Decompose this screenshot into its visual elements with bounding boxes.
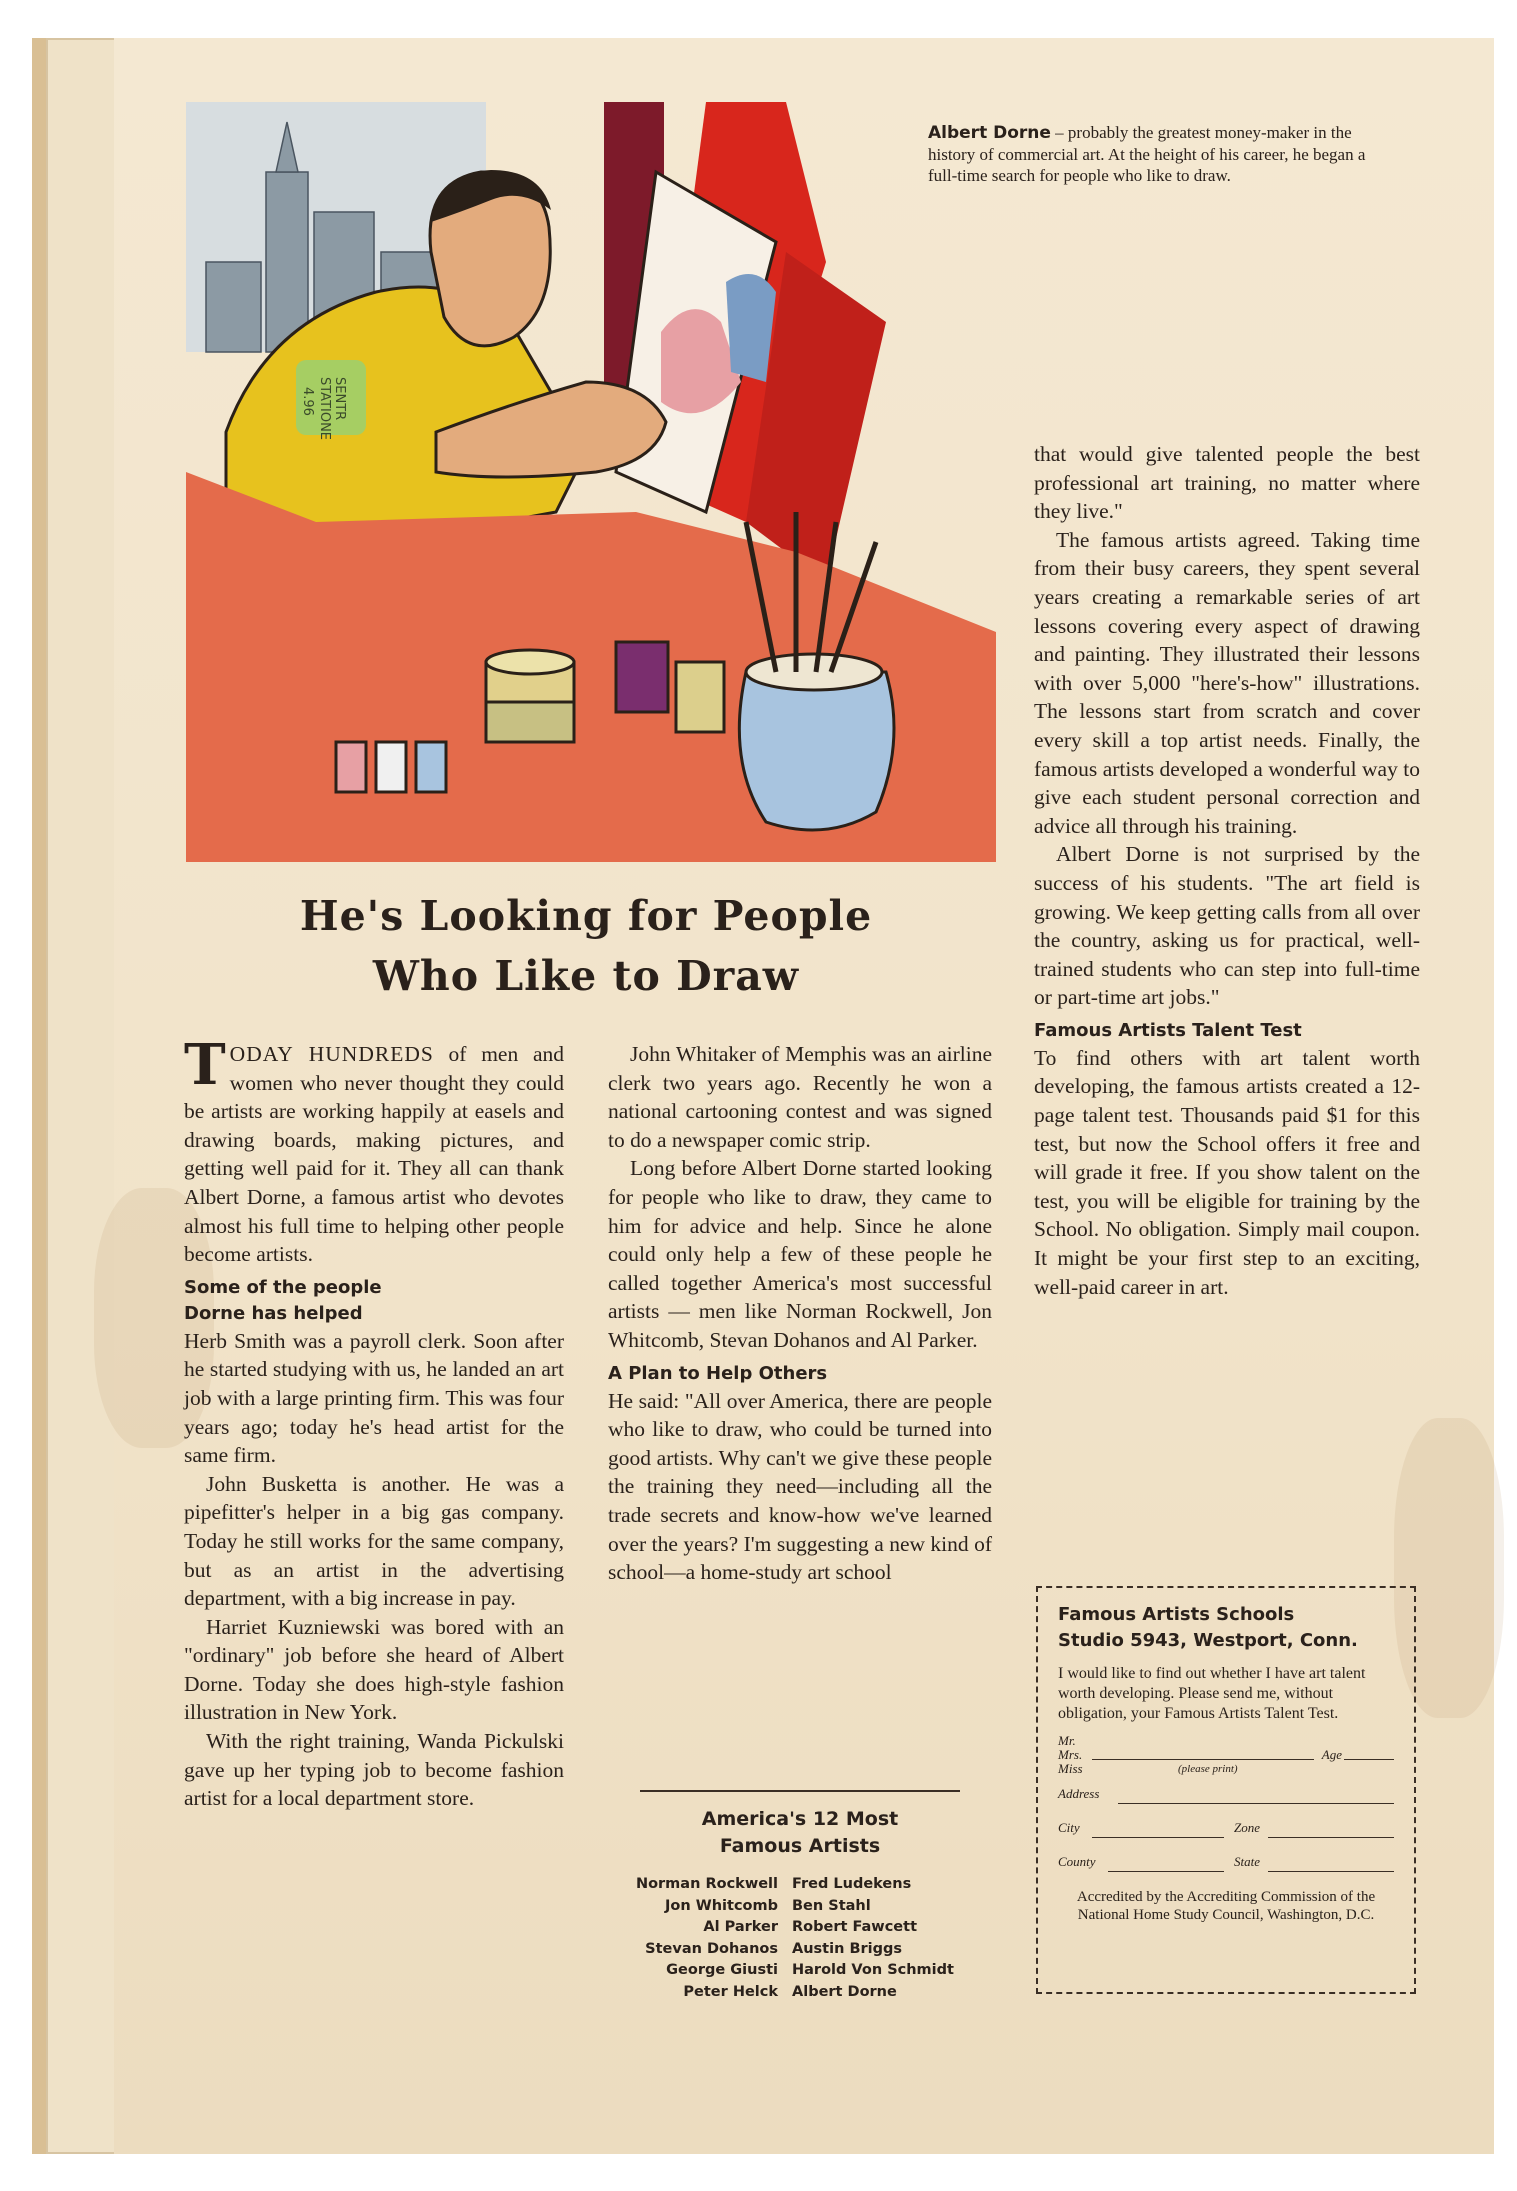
artists-list (600, 1874, 1000, 2003)
divider-rule (640, 1790, 960, 1792)
artist-name: Jon Whitcomb (665, 1897, 778, 1914)
artist-name: Albert Dorne (792, 1983, 897, 2000)
artist-name: Ben Stahl (792, 1897, 871, 1914)
county-field[interactable] (1058, 1844, 1394, 1878)
miss-line (1058, 1762, 1394, 1776)
article-column-3 (1034, 440, 1420, 1301)
artist-name: Peter Helck (683, 1983, 778, 2000)
sticker-text: 4.96 (300, 387, 315, 416)
caption-text: – probably the greatest money-maker in the history of commercial art. At the height of his career, he began a full-time search for people who like to draw. (928, 123, 1366, 185)
subheading: A Plan to Help Others (608, 1362, 828, 1384)
paragraph: that would give talented people the best professional art training, no matter where they live." (1034, 442, 1420, 524)
field-label: City (1058, 1820, 1080, 1835)
coupon-studio-address: Studio 5943, Westport, Conn. (1058, 1630, 1358, 1651)
paragraph: Long before Albert Dorne started looking for people who like to draw, they came to him for advice and help. Since he alone could only help a few of these people he called together America's most successful artists — men like Norman Rockwell, Jon Whitcomb, Stevan Dohanos and Al Parker. (608, 1156, 992, 1352)
subheading-line: Dorne has helped (184, 1302, 363, 1324)
paragraph: With the right training, Wanda Pickulski gave up her typing job to become fashion artist for a local department store. (184, 1729, 564, 1811)
subheading-line: Some of the people (184, 1276, 382, 1298)
paragraph: The famous artists agreed. Taking time from their busy careers, they spent several years creating a remarkable series of art lessons covering every aspect of drawing and painting. They illustrated their lessons with over 5,000 "here's-how" illustrations. The lessons start from scratch and cover every skill a top artist needs. Finally, the famous artists developed a wonderful way to give each student personal correction and advice all through his training. (1034, 527, 1420, 838)
artist-name: Al Parker (703, 1919, 778, 1935)
paragraph: John Busketta is another. He was a pipefitter's helper in a big gas company. Today he still works for the same company, but as an artist in the advertising department, with a big increase in pay. (184, 1471, 564, 1611)
name-underline (1092, 1759, 1314, 1760)
name-line (1058, 1748, 1394, 1762)
accreditation-note: Accredited by the Accrediting Commission of the National Home Study Council, Washington, D.C. (1076, 1889, 1376, 1923)
city-field[interactable] (1058, 1810, 1394, 1844)
list-item (600, 1896, 1000, 1918)
list-item (600, 1960, 1000, 1982)
list-item (600, 1982, 1000, 2004)
field-underline (1268, 1837, 1394, 1838)
lead-in: ODAY HUNDREDS (229, 1042, 434, 1066)
title-option: Mr. (1058, 1733, 1076, 1748)
subheading (184, 1275, 564, 1327)
field-label: County (1058, 1854, 1096, 1869)
drop-cap: T (184, 1032, 226, 1098)
caption-name: Albert Dorne (928, 123, 1051, 143)
subheading: Famous Artists Talent Test (1034, 1019, 1302, 1041)
artists-title-line: Famous Artists (719, 1835, 881, 1857)
artist-name: Fred Ludekens (792, 1876, 912, 1892)
article-column-2 (608, 1040, 992, 1587)
paragraph (184, 1032, 564, 1269)
list-item (600, 1874, 1000, 1896)
field-underline (1118, 1803, 1394, 1804)
paragraph-text: of men and women who never thought they could be artists are working happily at easels and drawing boards, making pictures, and getting well paid for it. They all can thank Albert Dorne, a famous artist who devotes almost his full time to helping other people become artists. (184, 1042, 564, 1267)
headline (186, 886, 986, 1006)
artists-list-title (608, 1806, 992, 1860)
illustration-caption (928, 122, 1388, 186)
field-underline (1268, 1871, 1394, 1872)
field-underline (1092, 1837, 1224, 1838)
field-label: State (1234, 1854, 1260, 1869)
name-field[interactable] (1058, 1734, 1394, 1776)
age-underline (1344, 1759, 1394, 1760)
list-item (600, 1917, 1000, 1939)
field-label: Zone (1234, 1820, 1260, 1835)
article-column-1 (184, 1032, 564, 1813)
title-option: Miss (1058, 1761, 1083, 1776)
field-label: Address (1058, 1786, 1100, 1801)
paragraph: Albert Dorne is not surprised by the success of his students. "The art field is growing. We keep getting calls from all over the country, asking us for practical, well-trained students who can step into full-time or part-time art jobs." (1034, 842, 1420, 1010)
print-hint: (please print) (1178, 1763, 1238, 1775)
mail-coupon[interactable] (1036, 1586, 1416, 1994)
title-option: Mrs. (1058, 1747, 1083, 1762)
albert-dorne-illustration (186, 102, 996, 862)
field-underline (1108, 1871, 1224, 1872)
sticker-text: SENTR (332, 377, 347, 421)
artist-name: Norman Rockwell (635, 1876, 778, 1892)
headline-line-1: He's Looking for People (299, 892, 873, 940)
paragraph: To find others with art talent worth developing, the famous artists created a 12-page talent test. Thousands paid $1 for this test, but now the School offers it free and will grade it free. If you show talent on the test, you will be eligible for training by the School. No obligation. Simply mail coupon. It might be your first step to an exciting, well-paid career in art. (1034, 1045, 1420, 1299)
artist-name: George Giusti (666, 1962, 778, 1978)
list-item (600, 1939, 1000, 1961)
artist-name: Harold Von Schmidt (792, 1962, 954, 1978)
artist-name: Robert Fawcett (792, 1919, 917, 1935)
coupon-body: I would like to find out whether I have art talent worth developing. Please send me, without obligation, your Famous Artists Talent Test. (1058, 1665, 1366, 1722)
paragraph: John Whitaker of Memphis was an airline clerk two years ago. Recently he won a national cartooning contest and was signed to do a newspaper comic strip. (608, 1042, 992, 1152)
artist-name: Stevan Dohanos (645, 1940, 778, 1957)
age-label: Age (1321, 1747, 1342, 1762)
paragraph: Harriet Kuzniewski was bored with an "ordinary" job before she heard of Albert Dorne. Today she does high-style fashion illustration in New York. (184, 1614, 564, 1725)
paragraph: He said: "All over America, there are people who like to draw, who could be turned into good artists. Why can't we give these people the training they need—including all the trade secrets and know-how we've learned over the years? I'm suggesting a new kind of school—a home-study art school (608, 1388, 992, 1585)
sticker-text: STATIONE (317, 377, 332, 441)
paragraph: Herb Smith was a payroll clerk. Soon after he started studying with us, he landed an art job with a large printing firm. This was four years ago; today he's head artist for the same firm. (184, 1328, 564, 1468)
artist-name: Austin Briggs (792, 1940, 903, 1957)
coupon-school-name: Famous Artists Schools (1058, 1604, 1295, 1625)
artists-title-line: America's 12 Most (701, 1808, 899, 1830)
headline-line-2: Who Like to Draw (372, 952, 800, 1000)
address-field[interactable] (1058, 1776, 1394, 1810)
